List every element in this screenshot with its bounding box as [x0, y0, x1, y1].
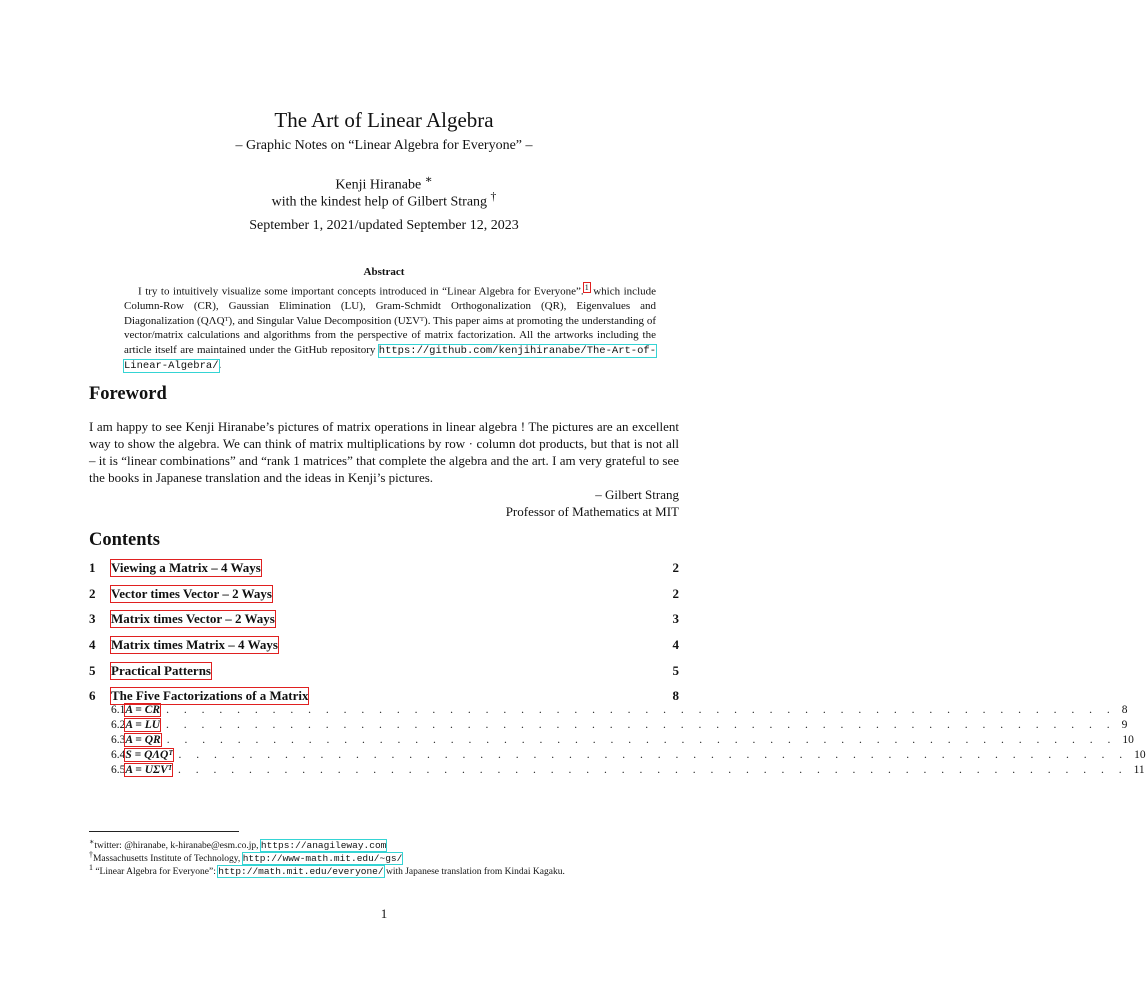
- abstract-text-start: I try to intuitively visualize some important concepts introduced in “Linear Algebra for Everyone”.: [138, 285, 584, 298]
- contents-heading: Contents: [89, 530, 160, 550]
- footnote-2-link[interactable]: http://www-math.mit.edu/~gs/: [242, 853, 403, 865]
- footnote-1-text: twitter: @hiranabe, k-hiranabe@esm.co.jp,: [94, 841, 259, 852]
- toc-section-4[interactable]: [89, 637, 679, 653]
- coauthor-footnote-mark[interactable]: †: [490, 190, 497, 203]
- toc-section-title[interactable]: The Five Factorizations of a Matrix: [111, 688, 309, 703]
- abstract-text-main: which include Column-Row (CR), Gaussian Elimination (LU), Gram-Schmidt Orthogonalization (QR), Eigenvalues and Diagonalization (QΛQᵀ), and Singular Value Decomposition (UΣVᵀ). This paper aims at promoting the understanding of vector/matrix calculations and algorithms from the perspective of matrix factorization. All the artworks including the article itself are maintained under the GitHub repository: [124, 285, 657, 356]
- footnote-2-text: Massachusetts Institute of Technology,: [92, 854, 241, 865]
- toc-subsection-6-2[interactable]: [111, 719, 1128, 731]
- toc-subsection-number: 6.1: [111, 704, 126, 716]
- toc-subsection-page: 10: [1134, 749, 1146, 761]
- toc-subsection-number: 6.2: [111, 719, 126, 731]
- toc-subsection-number: 6.5: [111, 764, 126, 776]
- footnote-3-link[interactable]: http://math.mit.edu/everyone/: [218, 866, 384, 878]
- foreword-heading: Foreword: [89, 384, 167, 404]
- toc-section-number: 2: [89, 586, 96, 601]
- toc-subsection-6-1[interactable]: [111, 704, 1128, 716]
- toc-leader-dots: . . . . . . . . . . . . . . . . . . . . . . . . . . . . . . . . . . . . . . . . . . . . . . . . . . . . . .: [166, 719, 1116, 731]
- toc-subsection-page: 11: [1133, 764, 1145, 776]
- footnote-3-text-b: with Japanese translation from Kindai Kagaku.: [385, 867, 565, 878]
- coauthor-line: [0, 190, 768, 211]
- toc-subsection-title[interactable]: A = QR: [125, 734, 161, 746]
- footnote-3-text-a: “Linear Algebra for Everyone”:: [95, 867, 216, 878]
- toc-subsection-title[interactable]: S = QΛQᵀ: [125, 749, 173, 761]
- toc-section-number: 6: [89, 688, 96, 703]
- footnote-ref-1[interactable]: 1: [584, 283, 589, 292]
- toc-leader-dots: . . . . . . . . . . . . . . . . . . . . . . . . . . . . . . . . . . . . . . . . . . . . . . . . . . . . . .: [166, 734, 1117, 746]
- toc-section-number: 3: [89, 611, 96, 626]
- toc-section-5[interactable]: [89, 663, 679, 679]
- repo-link[interactable]: https://github.com/kenjihiranabe/The-Art-of-Linear-Algebra/: [124, 344, 657, 373]
- abstract-heading: Abstract: [363, 266, 405, 278]
- abstract-end: .: [218, 359, 222, 372]
- toc-section-page: 8: [672, 688, 679, 703]
- footnote-2-mark: †: [89, 850, 93, 859]
- toc-section-page: 2: [672, 586, 679, 601]
- toc-subsection-title[interactable]: A = LU: [125, 719, 161, 731]
- footnote-3-mark: 1: [89, 863, 93, 872]
- toc-leader-dots: . . . . . . . . . . . . . . . . . . . . . . . . . . . . . . . . . . . . . . . . . . . . . . . . . . . . . .: [177, 764, 1128, 776]
- toc-leader-dots: . . . . . . . . . . . . . . . . . . . . . . . . . . . . . . . . . . . . . . . . . . . . . . . . . . . . . .: [178, 749, 1129, 761]
- foreword-text: I am happy to see Kenji Hiranabe’s pictures of matrix operations in linear algebra ! The pictures are an excellent way to show the algebra. We can think of matrix multiplications by row · column dot products, but that is not all – it is “linear combinations” and “rank 1 matrices” that complete the algebra and the art. I am very grateful to see the books in Japanese translation and the ideas in Kenji’s pictures.: [89, 419, 679, 485]
- toc-subsection-page: 10: [1122, 734, 1134, 746]
- toc-section-page: 3: [672, 611, 679, 626]
- foreword-signature-name: – Gilbert Strang: [595, 487, 679, 502]
- toc-leader-dots: . . . . . . . . . . . . . . . . . . . . . . . . . . . . . . . . . . . . . . . . . . . . . . . . . . . . . .: [166, 704, 1116, 716]
- footnote-1-link[interactable]: https://anagileway.com: [260, 840, 387, 852]
- author-footnote-mark[interactable]: ∗: [424, 173, 433, 186]
- toc-section-1[interactable]: [89, 560, 679, 576]
- toc-subsection-6-3[interactable]: [111, 734, 1134, 746]
- page-number: 1: [380, 906, 388, 921]
- toc-subsection-page: 9: [1121, 719, 1128, 731]
- author-name: Kenji Hiranabe: [335, 177, 422, 193]
- toc-section-title[interactable]: Matrix times Vector – 2 Ways: [111, 611, 275, 626]
- toc-subsection-number: 6.3: [111, 734, 126, 746]
- toc-subsection-6-5[interactable]: [111, 764, 1145, 776]
- toc-subsection-6-4[interactable]: [111, 749, 1146, 761]
- toc-section-number: 5: [89, 663, 96, 678]
- footnote-3: [89, 862, 565, 878]
- toc-subsection-number: 6.4: [111, 749, 126, 761]
- toc-subsection-title[interactable]: A = CR: [125, 704, 161, 716]
- toc-section-title[interactable]: Practical Patterns: [111, 663, 211, 678]
- toc-section-2[interactable]: [89, 586, 679, 602]
- toc-section-title[interactable]: Matrix times Matrix – 4 Ways: [111, 637, 278, 652]
- toc-section-6[interactable]: [89, 688, 679, 704]
- footnote-rule: [89, 831, 239, 832]
- toc-section-page: 5: [672, 663, 679, 678]
- footnote-1-mark: ∗: [89, 837, 95, 846]
- toc-section-page: 2: [672, 560, 679, 575]
- toc-subsection-title[interactable]: A = UΣVᵀ: [125, 764, 172, 776]
- toc-section-page: 4: [672, 637, 679, 652]
- paper-date: September 1, 2021/updated September 12, 2023: [249, 218, 519, 233]
- toc-subsection-page: 8: [1121, 704, 1128, 716]
- coauthor-name: with the kindest help of Gilbert Strang: [271, 194, 488, 210]
- abstract-body: [124, 281, 656, 374]
- toc-section-number: 4: [89, 637, 96, 652]
- foreword-signature-title: Professor of Mathematics at MIT: [505, 504, 679, 519]
- paper-title: The Art of Linear Algebra: [274, 108, 494, 132]
- toc-section-number: 1: [89, 560, 96, 575]
- toc-section-title[interactable]: Vector times Vector – 2 Ways: [111, 586, 272, 601]
- paper-subtitle: – Graphic Notes on “Linear Algebra for Everyone” –: [235, 138, 533, 153]
- toc-section-3[interactable]: [89, 611, 679, 627]
- toc-section-title[interactable]: Viewing a Matrix – 4 Ways: [111, 560, 261, 575]
